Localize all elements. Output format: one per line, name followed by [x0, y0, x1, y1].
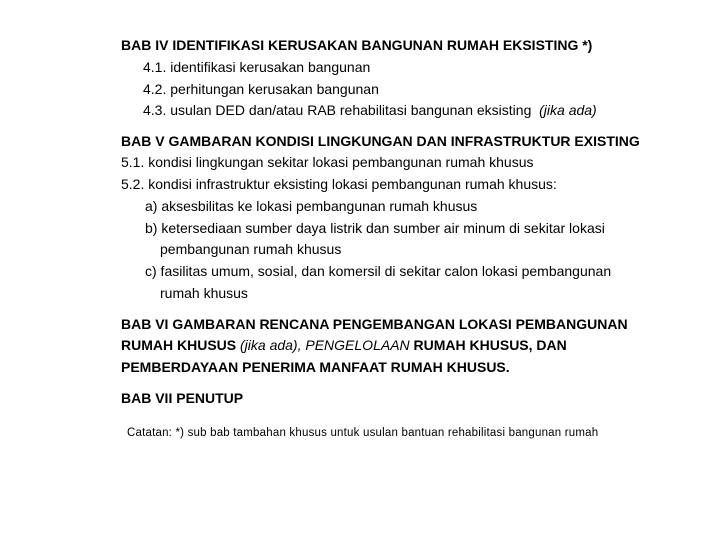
bab6-line-2-c: RUMAH KHUSUS, DAN: [413, 337, 567, 353]
bab6-line-1: BAB VI GAMBARAN RENCANA PENGEMBANGAN LOKASI PEMBANGUNAN: [121, 316, 628, 332]
bab5-sub-a: a) aksesbilitas ke lokasi pembangunan rumah khusus: [145, 198, 478, 214]
bab4-item-2: 4.2. perhitungan kerusakan bangunan: [143, 81, 379, 97]
bab5-sub-c-line2: rumah khusus: [160, 285, 248, 301]
bab4-item-3: [143, 100, 597, 120]
bab5-sub-c-line1: c) fasilitas umum, sosial, dan komersil di sekitar calon lokasi pembangunan: [145, 263, 612, 279]
footnote: Catatan: *) sub bab tambahan khusus untuk usulan bantuan rehabilitasi bangunan rumah: [127, 427, 599, 439]
bab4-item-3-note: (jika ada): [539, 102, 597, 118]
bab6-line-2-b: (jika ada), PENGELOLAAN: [240, 337, 410, 353]
bab5-item-1: 5.1. kondisi lingkungan sekitar lokasi pembangunan rumah khusus: [121, 154, 534, 170]
bab6-line-2-a: RUMAH KHUSUS: [121, 337, 237, 353]
bab5-sub-b-line1: b) ketersediaan sumber daya listrik dan sumber air minum di sekitar lokasi: [145, 220, 605, 236]
bab7-heading: BAB VII PENUTUP: [121, 390, 244, 406]
bab6-line-2: [121, 335, 567, 355]
bab5-heading: BAB V GAMBARAN KONDISI LINGKUNGAN DAN INFRASTRUKTUR EXISTING: [121, 133, 640, 149]
bab4-item-3-text: 4.3. usulan DED dan/atau RAB rehabilitasi bangunan eksisting: [143, 102, 532, 118]
bab4-heading: BAB IV IDENTIFIKASI KERUSAKAN BANGUNAN RUMAH EKSISTING *): [121, 37, 593, 53]
bab5-item-2: 5.2. kondisi infrastruktur eksisting lokasi pembangunan rumah khusus:: [121, 176, 557, 192]
bab4-item-1: 4.1. identifikasi kerusakan bangunan: [143, 59, 371, 75]
bab5-sub-b-line2: pembangunan rumah khusus: [160, 241, 342, 257]
bab6-line-3: PEMBERDAYAAN PENERIMA MANFAAT RUMAH KHUSUS.: [121, 359, 510, 375]
